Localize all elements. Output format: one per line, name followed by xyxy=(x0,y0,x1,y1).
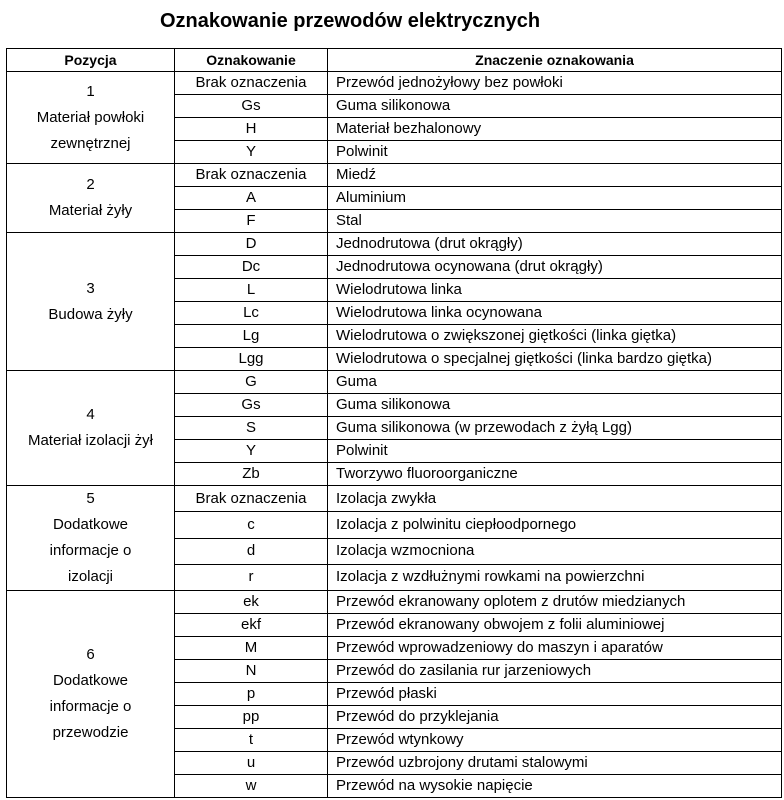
marking-cell: N xyxy=(175,660,328,683)
marking-cell: A xyxy=(175,187,328,210)
meaning-cell: Wielodrutowa linka ocynowana xyxy=(328,302,782,325)
meaning-cell: Jednodrutowa (drut okrągły) xyxy=(328,233,782,256)
marking-cell: Gs xyxy=(175,394,328,417)
meaning-cell: Izolacja wzmocniona xyxy=(328,538,782,564)
meaning-cell: Izolacja z polwinitu ciepłoodpornego xyxy=(328,512,782,538)
position-label-line: izolacji xyxy=(67,568,113,585)
cable-marking-table xyxy=(6,48,782,798)
marking-cell: S xyxy=(175,417,328,440)
marking-cell: t xyxy=(175,729,328,752)
meaning-cell: Przewód jednożyłowy bez powłoki xyxy=(328,72,782,95)
table-row xyxy=(7,371,782,394)
marking-cell: w xyxy=(175,775,328,798)
position-cell xyxy=(7,233,175,371)
marking-cell: Lg xyxy=(175,325,328,348)
meaning-cell: Polwinit xyxy=(328,440,782,463)
table-row xyxy=(7,72,782,95)
marking-cell: H xyxy=(175,118,328,141)
meaning-cell: Guma silikonowa xyxy=(328,95,782,118)
position-label-line: informacje o xyxy=(49,698,132,715)
position-label-line: Materiał izolacji żył xyxy=(27,432,154,449)
position-label-line: Materiał żyły xyxy=(48,202,133,219)
meaning-cell: Izolacja zwykła xyxy=(328,486,782,512)
meaning-cell: Przewód ekranowany oplotem z drutów miedzianych xyxy=(328,591,782,614)
marking-cell: Zb xyxy=(175,463,328,486)
table-row xyxy=(7,233,782,256)
marking-cell: Y xyxy=(175,440,328,463)
position-label-line: Dodatkowe xyxy=(52,516,129,533)
position-cell xyxy=(7,486,175,591)
meaning-cell: Jednodrutowa ocynowana (drut okrągły) xyxy=(328,256,782,279)
meaning-cell: Przewód wprowadzeniowy do maszyn i aparatów xyxy=(328,637,782,660)
position-label-line: przewodzie xyxy=(52,724,129,741)
meaning-cell: Polwinit xyxy=(328,141,782,164)
meaning-cell: Przewód ekranowany obwojem z folii aluminiowej xyxy=(328,614,782,637)
meaning-cell: Guma xyxy=(328,371,782,394)
meaning-cell: Przewód do zasilania rur jarzeniowych xyxy=(328,660,782,683)
meaning-cell: Przewód na wysokie napięcie xyxy=(328,775,782,798)
marking-cell: F xyxy=(175,210,328,233)
meaning-cell: Stal xyxy=(328,210,782,233)
marking-cell: ek xyxy=(175,591,328,614)
position-cell xyxy=(7,164,175,233)
meaning-cell: Przewód uzbrojony drutami stalowymi xyxy=(328,752,782,775)
position-number: 2 xyxy=(86,176,95,193)
marking-cell: Lgg xyxy=(175,348,328,371)
table-row xyxy=(7,486,782,512)
marking-cell: Brak oznaczenia xyxy=(175,164,328,187)
marking-cell: Dc xyxy=(175,256,328,279)
marking-cell: L xyxy=(175,279,328,302)
meaning-cell: Przewód do przyklejania xyxy=(328,706,782,729)
marking-cell: c xyxy=(175,512,328,538)
meaning-cell: Miedź xyxy=(328,164,782,187)
marking-cell: Gs xyxy=(175,95,328,118)
page-title: Oznakowanie przewodów elektrycznych xyxy=(159,10,541,32)
position-label-line: Dodatkowe xyxy=(52,672,129,689)
marking-cell: u xyxy=(175,752,328,775)
meaning-cell: Materiał bezhalonowy xyxy=(328,118,782,141)
meaning-cell: Przewód wtynkowy xyxy=(328,729,782,752)
header-marking: Oznakowanie xyxy=(175,49,328,72)
header-meaning: Znaczenie oznakowania xyxy=(328,49,782,72)
meaning-cell: Tworzywo fluoroorganiczne xyxy=(328,463,782,486)
table-row xyxy=(7,164,782,187)
position-label-line: Materiał powłoki xyxy=(36,108,145,126)
position-cell xyxy=(7,72,175,164)
position-label-line: zewnętrznej xyxy=(50,134,131,152)
position-cell xyxy=(7,371,175,486)
position-number: 5 xyxy=(86,490,95,507)
marking-cell: d xyxy=(175,538,328,564)
marking-cell: M xyxy=(175,637,328,660)
marking-cell: D xyxy=(175,233,328,256)
position-label-line: informacje o xyxy=(49,542,132,559)
position-number: 4 xyxy=(86,406,95,423)
table-row xyxy=(7,591,782,614)
position-label-line: Budowa żyły xyxy=(48,305,133,323)
table-body xyxy=(7,72,782,798)
position-number: 6 xyxy=(86,646,95,663)
meaning-cell: Wielodrutowa o zwiększonej giętkości (linka giętka) xyxy=(328,325,782,348)
header-position: Pozycja xyxy=(7,49,175,72)
meaning-cell: Wielodrutowa linka xyxy=(328,279,782,302)
meaning-cell: Przewód płaski xyxy=(328,683,782,706)
marking-cell: G xyxy=(175,371,328,394)
marking-cell: Brak oznaczenia xyxy=(175,486,328,512)
marking-cell: p xyxy=(175,683,328,706)
position-cell xyxy=(7,591,175,798)
meaning-cell: Guma silikonowa xyxy=(328,394,782,417)
position-number: 3 xyxy=(86,279,95,297)
marking-cell: ekf xyxy=(175,614,328,637)
table-header-row xyxy=(7,49,782,72)
position-number: 1 xyxy=(86,82,95,100)
marking-cell: r xyxy=(175,564,328,590)
marking-cell: Y xyxy=(175,141,328,164)
marking-cell: Lc xyxy=(175,302,328,325)
meaning-cell: Aluminium xyxy=(328,187,782,210)
marking-cell: pp xyxy=(175,706,328,729)
marking-cell: Brak oznaczenia xyxy=(175,72,328,95)
meaning-cell: Wielodrutowa o specjalnej giętkości (linka bardzo giętka) xyxy=(328,348,782,371)
meaning-cell: Guma silikonowa (w przewodach z żyłą Lgg) xyxy=(328,417,782,440)
meaning-cell: Izolacja z wzdłużnymi rowkami na powierzchni xyxy=(328,564,782,590)
